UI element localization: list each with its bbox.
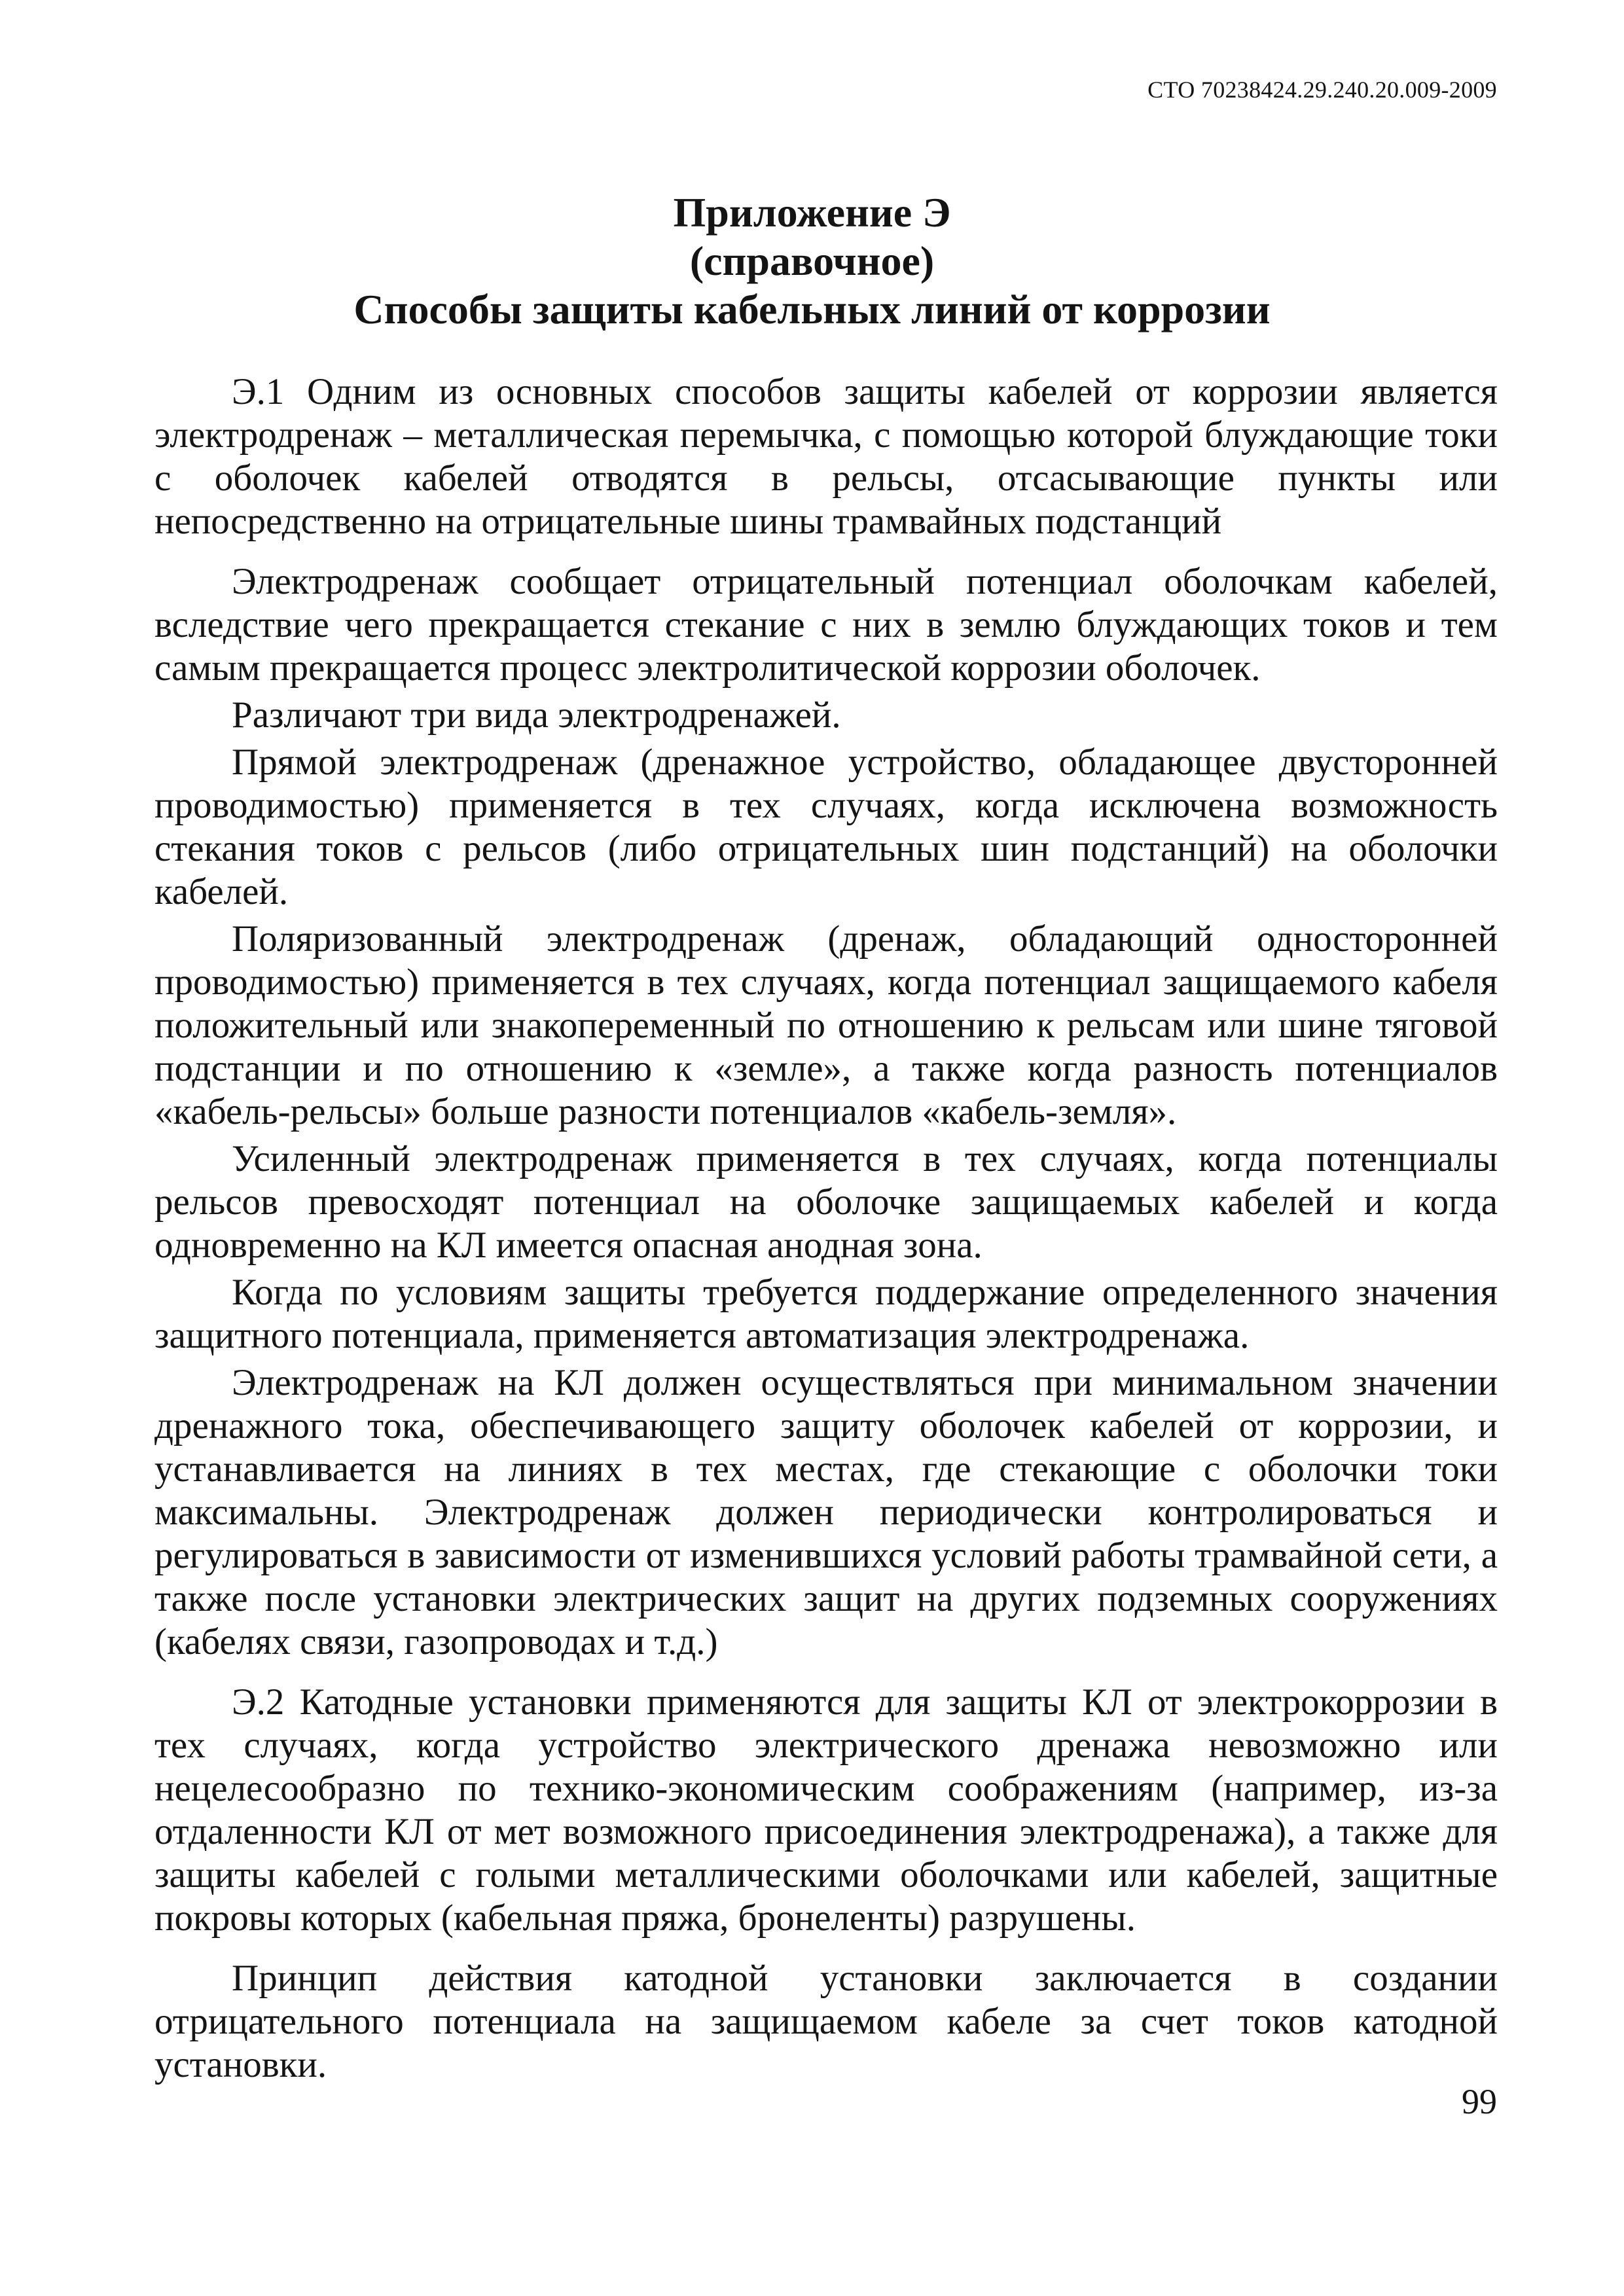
appendix-title: Приложение Э: [673, 189, 951, 236]
page-number: 99: [1462, 2082, 1497, 2121]
body-text: [154, 370, 1498, 2087]
paragraph-e2-cathodic: Э.2 Катодные установки применяются для защиты КЛ от электрокоррозии в тех случаях, когда устройство электрического дренажа невозможно или нецелесообразно по технико-экономическим соображениям (например, из-за отдаленности КЛ от мет возможного присоединения электродренажа), а также для защиты кабелей с голыми металлическими оболочками или кабелей, защитные покровы которых (кабельная пряжа, бронеленты) разрушены.: [154, 1681, 1498, 1939]
appendix-heading: Способы защиты кабельных линий от коррозии: [353, 286, 1271, 332]
document-code: СТО 70238424.29.240.20.009-2009: [1147, 77, 1497, 103]
paragraph-polarized-drainage: Поляризованный электродренаж (дренаж, обладающий односторонней проводимостью) применяется в тех случаях, когда потенциал защищаемого кабеля положительный или знакопеременный по отношению к рельсам или шине тяговой подстанции и по отношению к «земле», а также когда разность потенциалов «кабель-рельсы» больше разности потенциалов «кабель-земля».: [154, 918, 1498, 1132]
paragraph-reinforced-drainage: Усиленный электродренаж применяется в тех случаях, когда потенциалы рельсов превосходят потенциал на оболочке защищаемых кабелей и когда одновременно на КЛ имеется опасная анодная зона.: [154, 1138, 1498, 1266]
paragraph-drainage-current: Электродренаж на КЛ должен осуществляться при минимальном значении дренажного тока, обеспечивающего защиту оболочек кабелей от коррозии, и устанавливается на линиях в тех местах, где стекающие с оболочки токи максимальны. Электродренаж должен периодически контролироваться и регулироваться в зависимости от изменившихся условий работы трамвайной сети, а также после установки электрических защит на других подземных сооружениях (кабелях связи, газопроводах и т.д.): [154, 1362, 1498, 1662]
paragraph-direct-drainage: Прямой электродренаж (дренажное устройство, обладающее двусторонней проводимостью) применяется в тех случаях, когда исключена возможность стекания токов с рельсов (либо отрицательных шин подстанций) на оболочки кабелей.: [154, 742, 1498, 912]
appendix-type: (справочное): [689, 238, 935, 284]
paragraph-e1-drainage: Э.1 Одним из основных способов защиты кабелей от коррозии является электродренаж – металлическая перемычка, с помощью которой блуждающие токи с оболочек кабелей отводятся в рельсы, отсасывающие пункты или непосредственно на отрицательные шины трамвайных подстанций: [154, 371, 1498, 542]
paragraph-automation: Когда по условиям защиты требуется поддержание определенного значения защитного потенциала, применяется автоматизация электродренажа.: [154, 1272, 1498, 1356]
paragraph-drainage-types: Различают три вида электродренажей.: [232, 694, 841, 736]
paragraph-cathodic-principle: Принцип действия катодной установки заключается в создании отрицательного потенциала на защищаемом кабеле за счет токов катодной установки.: [154, 1958, 1498, 2085]
paragraph-drainage-effect: Электродренаж сообщает отрицательный потенциал оболочкам кабелей, вследствие чего прекращается стекание с них в землю блуждающих токов и тем самым прекращается процесс электролитической коррозии оболочек.: [154, 561, 1498, 689]
appendix-title-block: [0, 188, 1624, 334]
